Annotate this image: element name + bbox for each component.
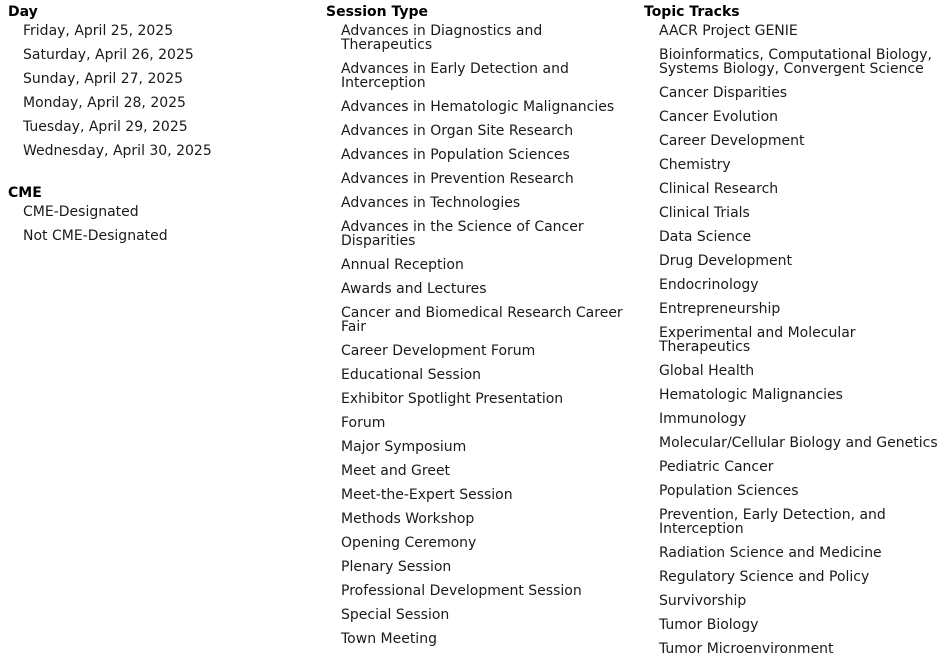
topic-tracks-filter-list <box>644 24 940 656</box>
session-type-filter-list <box>326 24 626 646</box>
topic-track-option[interactable]: Entrepreneurship <box>659 301 781 317</box>
session-type-option[interactable]: Opening Ceremony <box>341 535 477 551</box>
session-type-option[interactable]: Exhibitor Spotlight Presentation <box>341 391 564 407</box>
session-type-option[interactable]: Plenary Session <box>341 559 452 575</box>
session-type-option[interactable]: Meet and Greet <box>341 463 451 479</box>
topic-track-option[interactable]: Cancer Evolution <box>659 109 779 125</box>
session-type-option[interactable]: Advances in Prevention Research <box>341 171 574 187</box>
cme-option-not-designated[interactable]: Not CME-Designated <box>23 228 168 244</box>
session-type-option[interactable]: Advances in Early Detection and Interception <box>341 61 569 91</box>
cme-heading: CME <box>8 185 42 201</box>
cme-option-designated[interactable]: CME-Designated <box>23 204 139 220</box>
topic-track-option[interactable]: Career Development <box>659 133 805 149</box>
session-type-option[interactable]: Town Meeting <box>341 631 437 647</box>
cme-filter-list <box>8 205 308 243</box>
day-option-friday[interactable]: Friday, April 25, 2025 <box>23 23 174 39</box>
session-type-option[interactable]: Educational Session <box>341 367 482 383</box>
topic-track-option[interactable]: Clinical Research <box>659 181 779 197</box>
session-type-option[interactable]: Annual Reception <box>341 257 464 273</box>
day-option-saturday[interactable]: Saturday, April 26, 2025 <box>23 47 194 63</box>
session-type-option[interactable]: Methods Workshop <box>341 511 475 527</box>
day-filter-list <box>8 24 308 158</box>
session-type-option[interactable]: Advances in Population Sciences <box>341 147 570 163</box>
topic-track-option[interactable]: Pediatric Cancer <box>659 459 774 475</box>
session-type-option[interactable]: Career Development Forum <box>341 343 536 359</box>
topic-track-option[interactable]: Drug Development <box>659 253 792 269</box>
session-type-option[interactable]: Advances in the Science of Cancer Disparities <box>341 219 584 249</box>
topic-tracks-heading: Topic Tracks <box>644 4 740 20</box>
day-heading: Day <box>8 4 38 20</box>
topic-track-option[interactable]: Cancer Disparities <box>659 85 788 101</box>
group-spacer <box>8 158 308 184</box>
topic-track-option[interactable]: Global Health <box>659 363 755 379</box>
session-type-option[interactable]: Major Symposium <box>341 439 467 455</box>
topic-track-option[interactable]: Data Science <box>659 229 752 245</box>
day-option-monday[interactable]: Monday, April 28, 2025 <box>23 95 186 111</box>
topic-track-option[interactable]: Hematologic Malignancies <box>659 387 843 403</box>
topic-track-option[interactable]: Molecular/Cellular Biology and Genetics <box>659 435 938 451</box>
topic-track-option[interactable]: Radiation Science and Medicine <box>659 545 882 561</box>
day-option-wednesday[interactable]: Wednesday, April 30, 2025 <box>23 143 212 159</box>
topic-tracks-filter-column <box>644 3 940 656</box>
session-type-option[interactable]: Advances in Organ Site Research <box>341 123 574 139</box>
day-filter-column <box>8 3 308 243</box>
session-type-option[interactable]: Advances in Hematologic Malignancies <box>341 99 615 115</box>
topic-track-option[interactable]: Experimental and Molecular Therapeutics <box>659 325 856 355</box>
session-type-option[interactable]: Special Session <box>341 607 450 623</box>
day-option-tuesday[interactable]: Tuesday, April 29, 2025 <box>23 119 188 135</box>
topic-track-option[interactable]: Chemistry <box>659 157 731 173</box>
session-type-option[interactable]: Meet-the-Expert Session <box>341 487 513 503</box>
topic-track-option[interactable]: Population Sciences <box>659 483 799 499</box>
session-type-option[interactable]: Forum <box>341 415 386 431</box>
topic-track-option[interactable]: Clinical Trials <box>659 205 750 221</box>
topic-track-option[interactable]: Bioinformatics, Computational Biology, Systems Biology, Convergent Science <box>659 47 932 77</box>
topic-track-option[interactable]: Tumor Microenvironment <box>659 641 834 657</box>
session-type-option[interactable]: Advances in Diagnostics and Therapeutics <box>341 23 543 53</box>
session-type-filter-column <box>326 3 626 646</box>
session-type-option[interactable]: Awards and Lectures <box>341 281 487 297</box>
topic-track-option[interactable]: AACR Project GENIE <box>659 23 798 39</box>
session-type-option[interactable]: Professional Development Session <box>341 583 582 599</box>
topic-track-option[interactable]: Endocrinology <box>659 277 759 293</box>
session-type-heading: Session Type <box>326 4 429 20</box>
session-type-option[interactable]: Cancer and Biomedical Research Career Fair <box>341 305 623 335</box>
topic-track-option[interactable]: Survivorship <box>659 593 747 609</box>
topic-track-option[interactable]: Tumor Biology <box>659 617 759 633</box>
topic-track-option[interactable]: Regulatory Science and Policy <box>659 569 870 585</box>
topic-track-option[interactable]: Prevention, Early Detection, and Interception <box>659 507 886 537</box>
topic-track-option[interactable]: Immunology <box>659 411 747 427</box>
day-option-sunday[interactable]: Sunday, April 27, 2025 <box>23 71 184 87</box>
session-type-option[interactable]: Advances in Technologies <box>341 195 521 211</box>
